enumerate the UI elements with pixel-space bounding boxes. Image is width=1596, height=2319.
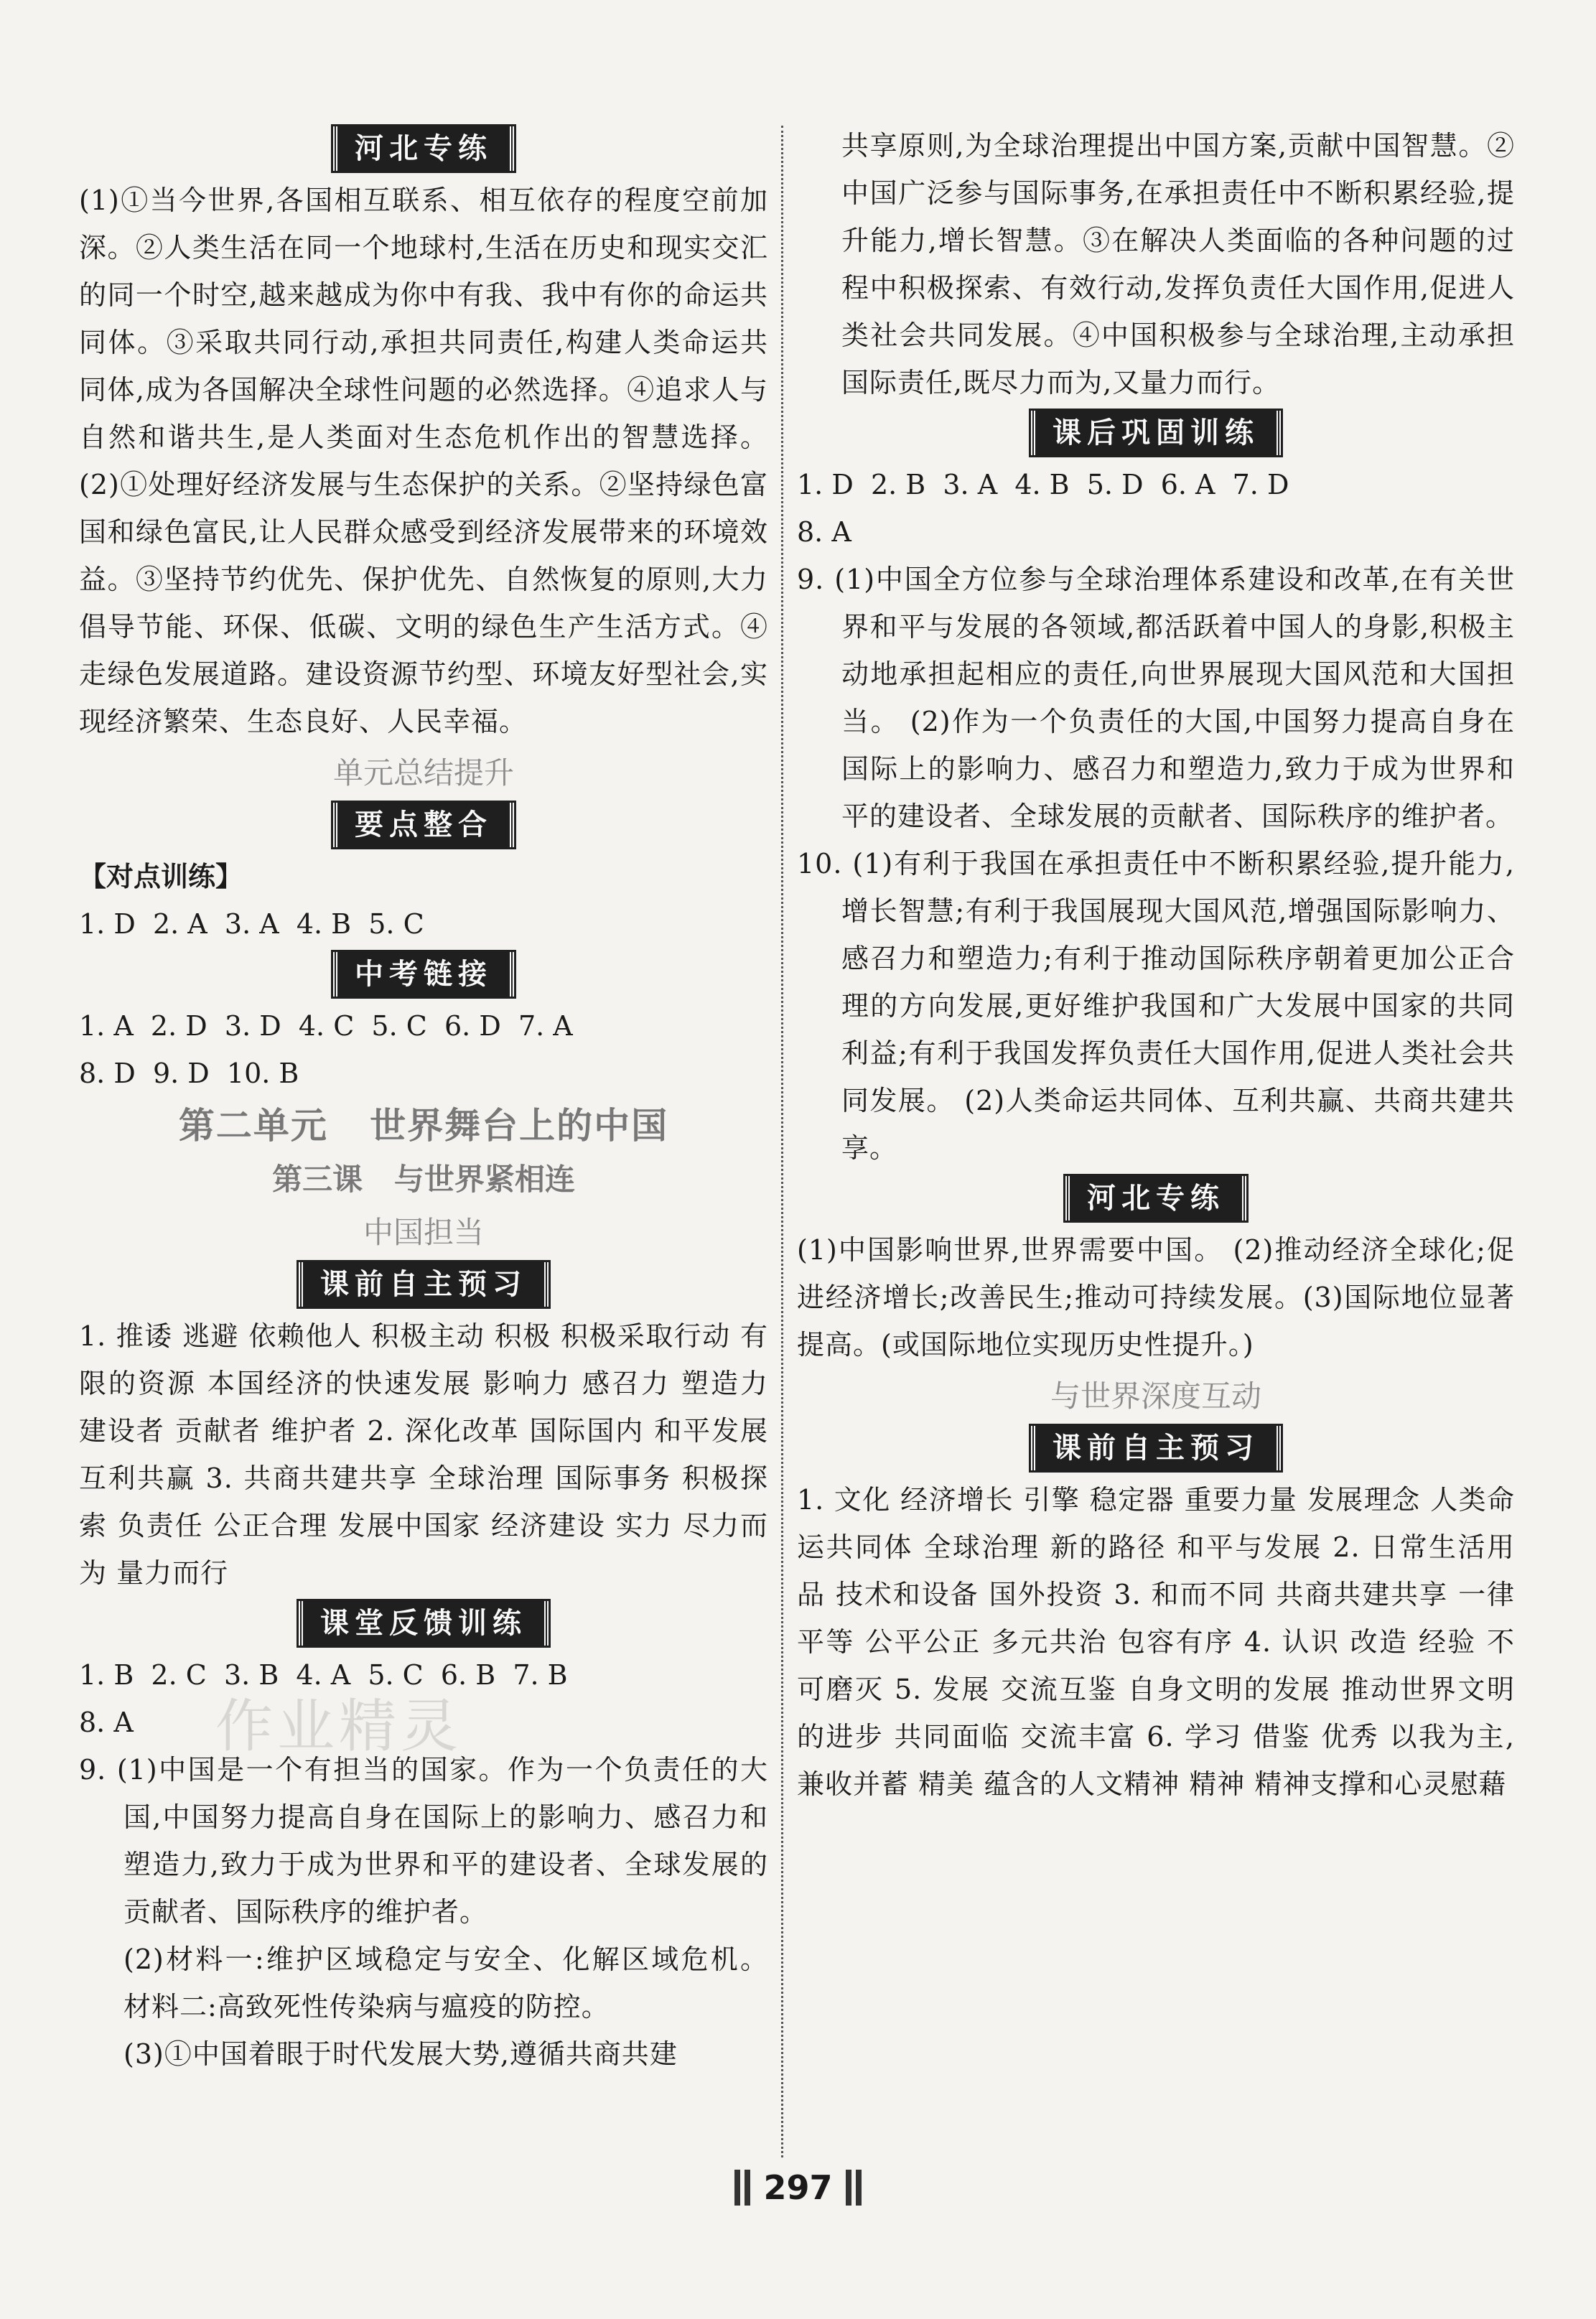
page-number-bar-icon xyxy=(745,2170,750,2206)
preview-header-2: 课前自主预习 xyxy=(1031,1426,1281,1470)
zhongkao-answers-line1: 1. A 2. D 3. D 4. C 5. C 6. D 7. A xyxy=(79,1010,573,1042)
preview-answer-text-2: 1. 文化 经济增长 引擎 稳定器 重要力量 发展理念 人类命运共同体 全球治理 新的路径 和平与发展 2. 日常生活用品 技术和设备 国外投资 3. 和而不同 共商共建共享 一律平等 公平公正 多元共治 包容有序 4. 认识 改造 经验 不可磨灭 5. 发展 交流互鉴 自身文明的发展 推动世界文明的进步 共同面临 交流丰富 6. 学习 借鉴 优秀 以我为主,兼收并蓄 精美 蕴含的人文精神 精神 精神支撑和心灵慰藉 xyxy=(797,1484,1515,1800)
duidian-label: 【对点训练】 xyxy=(79,861,243,892)
duidian-answers: 1. D 2. A 3. A 4. B 5. C xyxy=(79,908,424,940)
page-number-bar-icon xyxy=(734,2170,740,2206)
page-number-area xyxy=(0,2168,1596,2207)
preview-answer-text: 1. 推诿 逃避 依赖他人 积极主动 积极 积极采取行动 有限的资源 本国经济的快速发展 影响力 感召力 塑造力 建设者 贡献者 维护者 2. 深化改革 国际国内 和平发展 互利共赢 3. 共商共建共享 全球治理 国际事务 积极探索 负责任 公正合理 发展中国家 经济建设 实力 尽力而为 量力而行 xyxy=(79,1320,768,1589)
hebei-answer-text-2: (1)中国影响世界,世界需要中国。 (2)推动经济全球化;促进经济增长;改善民生;推动可持续发展。(3)国际地位显著提高。(或国际地位实现历史性提升。) xyxy=(797,1234,1515,1361)
hebei-section-header: 河北专练 xyxy=(333,126,514,171)
right-column xyxy=(797,122,1515,1808)
zhongkao-answers-line2: 8. D 9. D 10. B xyxy=(79,1058,299,1089)
watermark: 作业精灵 xyxy=(215,1693,462,1760)
after-class-answers-line1: 1. D 2. B 3. A 4. B 5. D 6. A 7. D xyxy=(797,469,1289,500)
section-title-deep-interaction: 与世界深度互动 xyxy=(1050,1378,1261,1414)
page-number-bar-icon xyxy=(856,2170,862,2206)
section-title-china-role: 中国担当 xyxy=(363,1215,484,1250)
hebei-answer-text: (1)①当今世界,各国相互联系、相互依存的程度空前加深。②人类生活在同一个地球村,生活在历史和现实交汇的同一个时空,越来越成为你中有我、我中有你的命运共同体。③采取共同行动,承担共同责任,构建人类命运共同体,成为各国解决全球性问题的必然选择。④追求人与自然和谐共生,是人类面对生态危机作出的智慧选择。 (2)①处理好经济发展与生态保护的关系。②坚持绿色富国和绿色富民,让人民群众感受到经济发展带来的环境效益。③坚持节约优先、保护优先、自然恢复的原则,大力倡导节能、环保、低碳、文明的绿色生产生活方式。④走绿色发展道路。建设资源节约型、环境友好型社会,实现经济繁荣、生态良好、人民幸福。 xyxy=(79,185,768,737)
page-number: 297 xyxy=(763,2168,833,2207)
preview-header: 课前自主预习 xyxy=(299,1262,549,1307)
question-9-part2: (2)材料一:维护区域稳定与安全、化解区域危机。 材料二:高致死性传染病与瘟疫的防控。 xyxy=(123,1944,768,2022)
after-class-answers-line2: 8. A xyxy=(797,516,851,548)
question-10-answer: 10. (1)有利于我国在承担责任中不断积累经验,提升能力,增长智慧;有利于我国展现大国风范,增强国际影响力、感召力和塑造力;有利于推动国际秩序朝着更加公正合理的方向发展,更好维护我国和广大发展中国家的共同利益;有利于我国发挥负责任大国作用,促进人类社会共同发展。 (2)人类命运共同体、互利共赢、共商共建共享。 xyxy=(797,848,1515,1164)
feedback-header: 课堂反馈训练 xyxy=(299,1601,549,1646)
key-points-header: 要点整合 xyxy=(333,803,514,847)
zhongkao-header: 中考链接 xyxy=(333,952,514,997)
left-column xyxy=(79,122,768,2078)
unit-summary-title: 单元总结提升 xyxy=(332,755,514,790)
hebei-section-header-2: 河北专练 xyxy=(1065,1176,1246,1221)
unit-title: 第二单元 世界舞台上的中国 xyxy=(178,1105,669,1147)
page-number-bar-icon xyxy=(846,2170,851,2206)
feedback-answers-line1: 1. B 2. C 3. B 4. A 5. C 6. B 7. B xyxy=(79,1659,568,1691)
question-9-answer: 9. (1)中国全方位参与全球治理体系建设和改革,在有关世界和平与发展的各领域,都活跃着中国人的身影,积极主动地承担起相应的责任,向世界展现大国风范和大国担当。 (2)作为一个负责任的大国,中国努力提高自身在国际上的影响力、感召力和塑造力,致力于成为世界和平的建设者、全球发展的贡献者、国际秩序的维护者。 xyxy=(797,564,1515,832)
feedback-answers-line2: 8. A xyxy=(79,1707,134,1738)
question-9-part1: 9. (1)中国是一个有担当的国家。作为一个负责任的大国,中国努力提高自身在国际上的影响力、感召力和塑造力,致力于成为世界和平的建设者、全球发展的贡献者、国际秩序的维护者。 xyxy=(79,1754,768,1928)
lesson-title: 第三课 与世界紧相连 xyxy=(272,1162,575,1197)
continued-answer-text: 共享原则,为全球治理提出中国方案,贡献中国智慧。②中国广泛参与国际事务,在承担责任中不断积累经验,提升能力,增长智慧。③在解决人类面临的各种问题的过程中积极探索、有效行动,发挥负责任大国作用,促进人类社会共同发展。④中国积极参与全球治理,主动承担国际责任,既尽力而为,又量力而行。 xyxy=(841,130,1515,398)
question-9-part3: (3)①中国着眼于时代发展大势,遵循共商共建 xyxy=(123,2038,678,2070)
after-class-header: 课后巩固训练 xyxy=(1031,411,1281,455)
column-divider xyxy=(781,126,783,2157)
